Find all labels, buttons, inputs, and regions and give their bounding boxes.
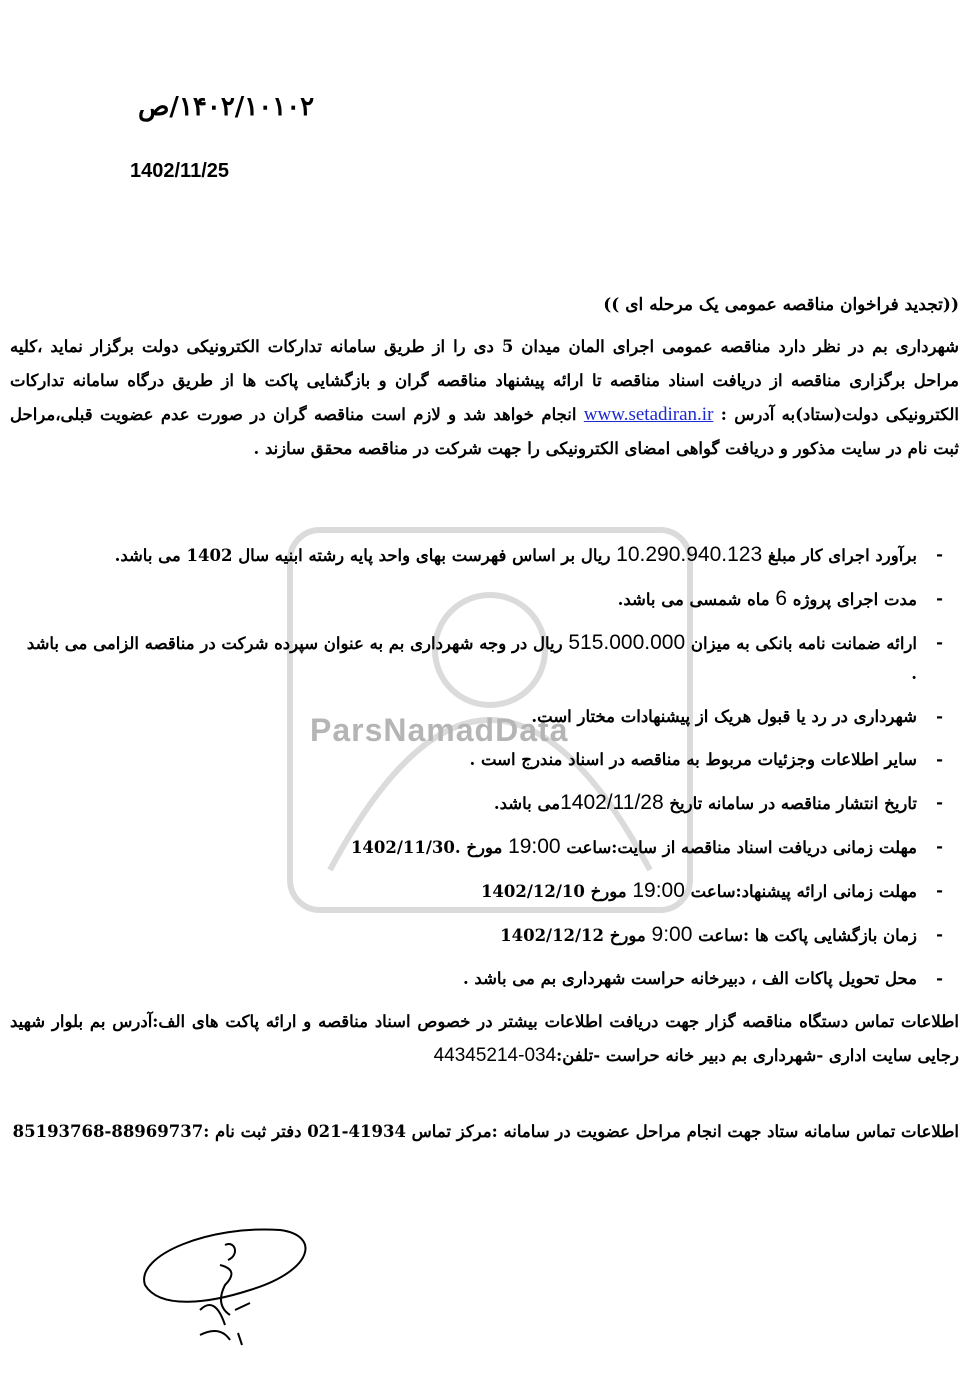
setad-contact-info: اطلاعات تماس سامانه ستاد جهت انجام مراحل عضویت در سامانه :مرکز تماس 41934-021 دفتر ثبت نام :88969737-85193768 (12, 1122, 959, 1141)
list-item: - مدت اجرای پروژه 6 ماه شمسی می باشد. (617, 587, 943, 610)
setadiran-link[interactable]: www.setadiran.ir (583, 404, 714, 425)
intro-paragraph (10, 330, 959, 466)
contact-info (10, 1005, 959, 1073)
list-item: - برآورد اجرای کار مبلغ 10.290.940.123 ریال بر اساس فهرست بهای واحد پایه رشته ابنیه سال 1402 می باشد. (114, 543, 943, 566)
list-item: - تاریخ انتشار مناقصه در سامانه تاریخ 1402/11/28می باشد. (493, 791, 943, 814)
list-item: - مهلت زمانی ارائه پیشنهاد:ساعت 19:00 مورخ 1402/12/10 (480, 879, 943, 902)
signature (130, 1215, 320, 1355)
notice-title: ((تجدید فراخوان مناقصه عمومی یک مرحله ای )) (603, 295, 959, 315)
contact-text: اطلاعات تماس دستگاه مناقصه گزار جهت دریافت اطلاعات بیشتر در خصوص اسناد مناقصه و ارائه پاکت های الف:آدرس بم بلوار شهید رجایی سایت اداری -شهرداری بم دبیر خانه حراست -تلفن: (10, 1012, 959, 1065)
list-item: - مهلت زمانی دریافت اسناد مناقصه از سایت:ساعت 19:00 مورخ .1402/11/30 (350, 835, 943, 858)
intro-text-1: شهرداری بم در نظر دارد مناقصه عمومی اجرای المان میدان 5 دی را از طریق سامانه تدارکات الکترونیکی دولت برگزار نماید ،کلیه مراحل برگزاری مناقصه از دریافت اسناد مناقصه تا ارائه پیشنهاد مناقصه گران و بازگشایی پاکت ها از طریق درگاه سامانه تدارکات الکترونیکی دولت(ستاد)به آدرس : (10, 337, 959, 424)
list-item: - شهرداری در رد یا قبول هریک از پیشنهادات مختار است. (531, 707, 943, 726)
document-date: 1402/11/25 (130, 160, 229, 182)
watermark-text: ParsNamadData (310, 712, 569, 748)
contact-phone: 034-44345214 (433, 1045, 557, 1066)
list-item: - سایر اطلاعات وجزئیات مربوط به مناقصه در اسناد مندرج است . (469, 750, 943, 769)
conditions-list (20, 540, 943, 1007)
list-item: - ارائه ضمانت نامه بانکی به میزان 515.000.000 ریال در وجه شهرداری بم به عنوان سپرده شرکت در مناقصه الزامی می باشد . (26, 631, 943, 683)
list-item: - محل تحویل پاکات الف ، دبیرخانه حراست شهرداری بم می باشد . (462, 969, 943, 988)
intro-text-2: انجام خواهد شد و لازم است مناقصه گران در صورت عدم عضویت قبلی،مراحل ثبت نام در سایت مذکور و دریافت گواهی امضای الکترونیکی را جهت شرکت در مناقصه محقق سازند . (10, 405, 959, 458)
list-item: - زمان بازگشایی پاکت ها :ساعت 9:00 مورخ 1402/12/12 (500, 923, 943, 946)
reference-number: ۱۴۰۲/۱۰۱۰۲/ص (138, 92, 315, 122)
